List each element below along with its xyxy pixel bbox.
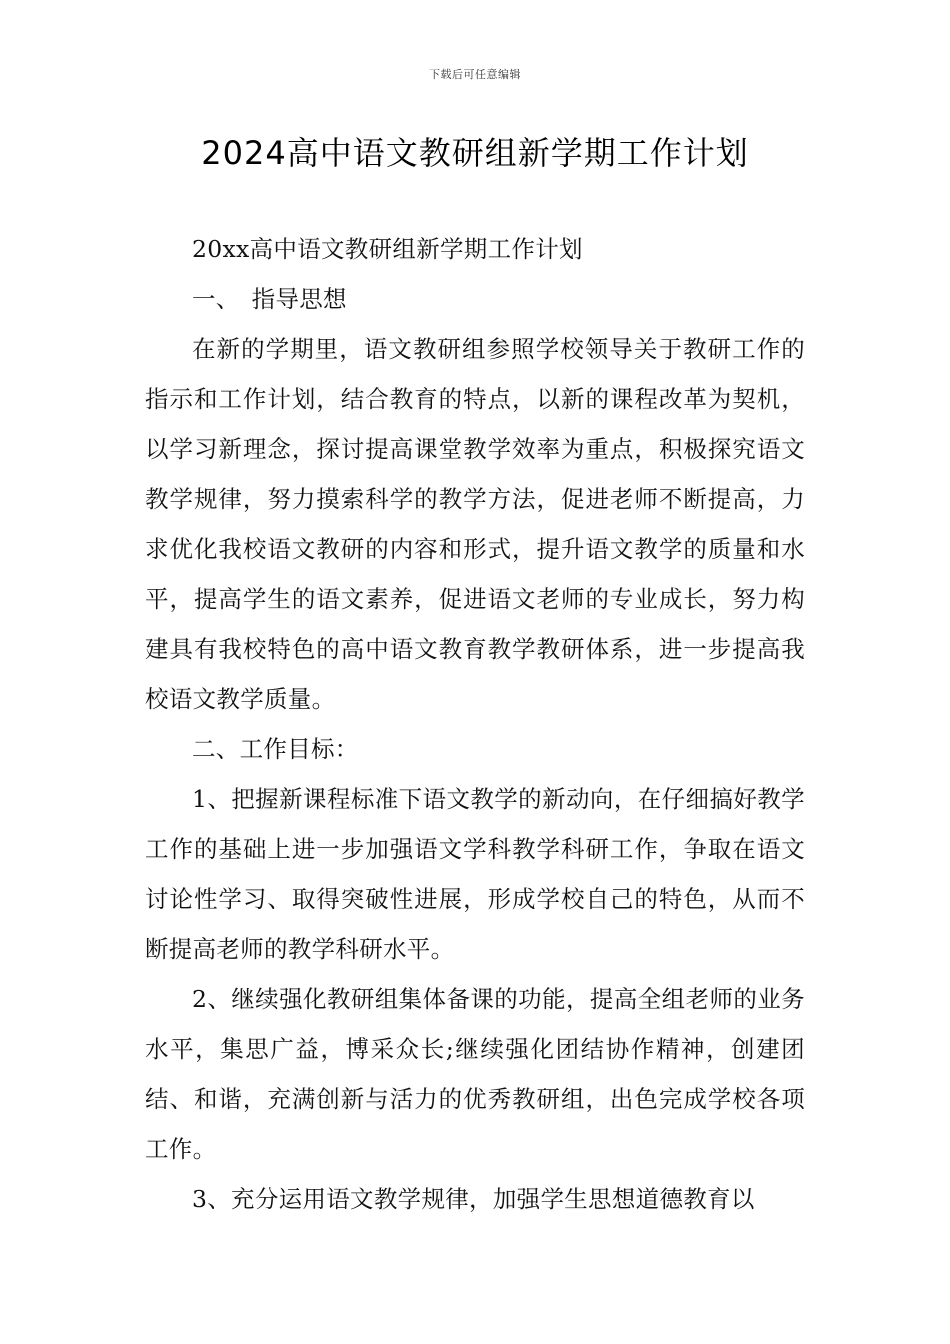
subtitle-paragraph: 20xx高中语文教研组新学期工作计划 [192,235,583,263]
paragraph-goal-3: 3、充分运用语文教学规律，加强学生思想道德教育以 [192,1185,755,1213]
paragraph-guiding-thought: 在新的学期里，语文教研组参照学校领导关于教研工作的指示和工作计划，结合教育的特点，以新的课程改革为契机，以学习新理念，探讨提高课堂教学效率为重点，积极探究语文教学规律，努力摸索科学的教学方法，促进老师不断提高，力求优化我校语文教研的内容和形式，提升语文教学的质量和水平，提高学生的语文素养，促进语文老师的专业成长，努力构建具有我校特色的高中语文教育教学教研体系，进一步提高我校语文教学质量。 [145,335,805,713]
paragraph-goal-1: 1、把握新课程标准下语文教学的新动向，在仔细搞好教学工作的基础上进一步加强语文学科教学科研工作，争取在语文讨论性学习、取得突破性进展，形成学校自己的特色，从而不断提高老师的教学科研水平。 [145,785,805,963]
document-body [145,224,805,1224]
paragraph-goal-2: 2、继续强化教研组集体备课的功能，提高全组老师的业务水平，集思广益，博采众长;继续强化团结协作精神，创建团结、和谐，充满创新与活力的优秀教研组，出色完成学校各项工作。 [145,985,805,1163]
section-heading-work-goals: 二、工作目标： [192,735,359,763]
document-title: 2024高中语文教研组新学期工作计划 [201,134,749,172]
header-note: 下载后可任意编辑 [429,68,521,81]
section-heading-guiding-thought: 一、 指导思想 [192,285,347,313]
